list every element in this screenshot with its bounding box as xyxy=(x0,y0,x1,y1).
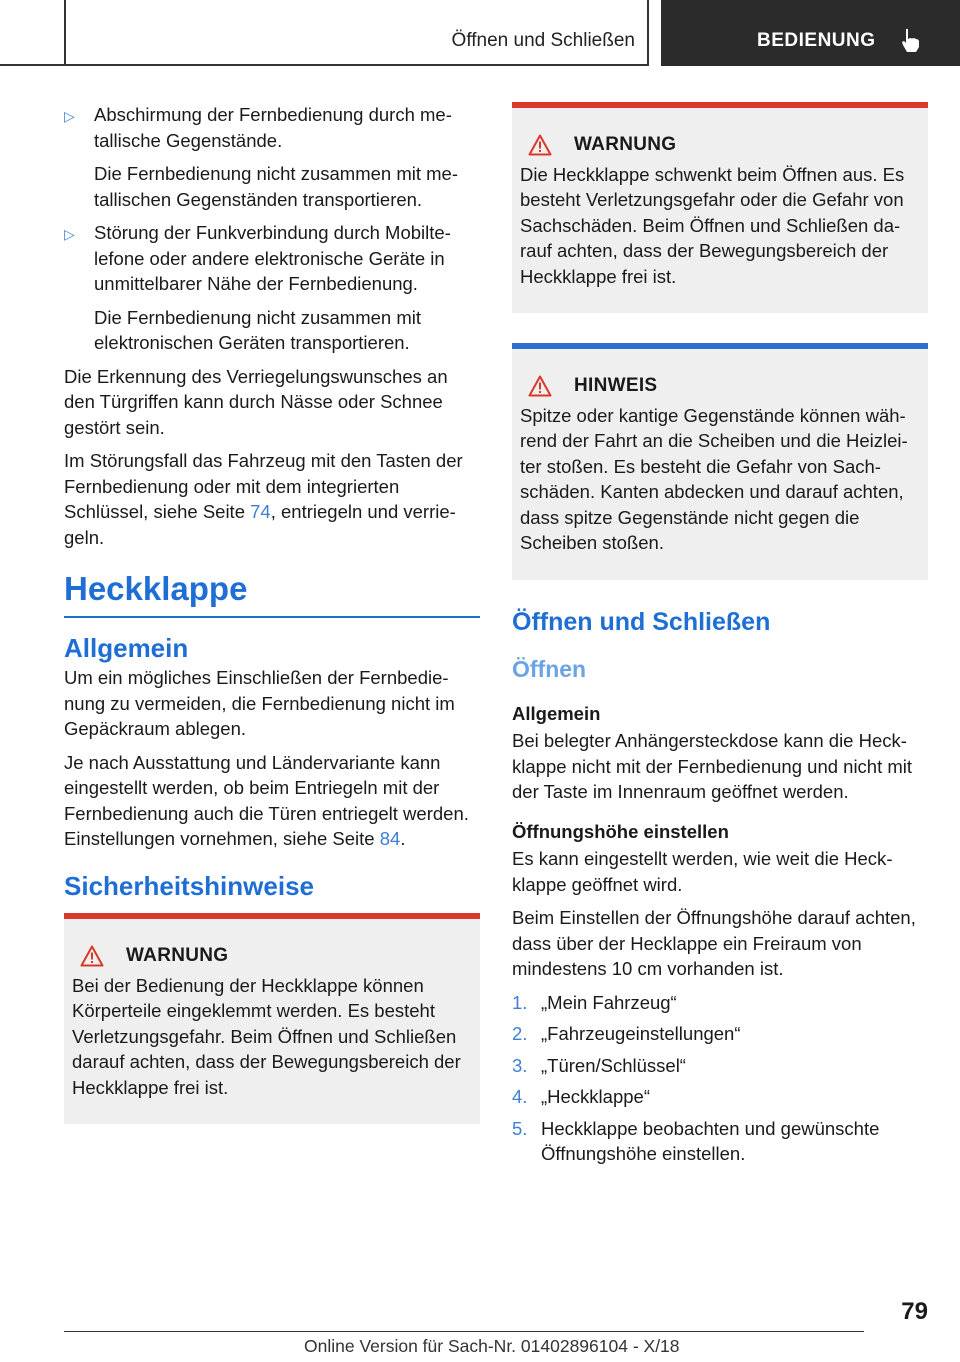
header-chapter-tab xyxy=(661,0,960,66)
paragraph-hoehe-2: Beim Einstellen der Öffnungshöhe darauf achten, dass über der Hecklappe ein Freiraum von mindestens 10 cm vorhanden ist. xyxy=(512,907,916,979)
step-text: „Fahrzeugeinstellungen“ xyxy=(541,1023,741,1044)
paragraph-fault-text-b: , entriegeln und verriegeln. xyxy=(64,501,456,548)
right-column xyxy=(512,102,928,1173)
warning-label: WARNUNG xyxy=(126,945,229,966)
bullet-subtext: Die Fernbedienung nicht zusammen mit elektronischen Geräten transportieren. xyxy=(94,306,421,353)
paragraph-trailer-socket: Bei belegter Anhängersteckdose kann die Heckklappe nicht mit der Fernbedienung und nicht mit der Taste im Innenraum geöffnet werden. xyxy=(512,730,913,802)
steps-list xyxy=(512,990,928,1167)
subheading-allgemein: Allgemein xyxy=(512,702,601,724)
page-link-84[interactable]: 84 xyxy=(379,828,401,849)
page-header xyxy=(0,0,960,66)
page-link-74[interactable]: 74 xyxy=(250,501,271,522)
left-column xyxy=(64,102,480,1124)
cause-list xyxy=(64,102,480,356)
warning-box-title xyxy=(72,943,472,969)
step-number: 1. xyxy=(512,991,528,1013)
hint-text: Spitze oder kantige Gegenstände können während der Fahrt an die Scheiben und die Heizleiter stoßen. Es besteht die Gefahr von Sachschäden. Kanten abdecken und darauf achten, dass spitze Gegenstände nicht gegen die Scheiben stoßen. xyxy=(520,404,908,553)
warning-label: WARNUNG xyxy=(574,134,677,155)
header-left-cell xyxy=(0,0,66,66)
hint-label: HINWEIS xyxy=(574,375,658,396)
hint-box-title xyxy=(520,373,920,399)
step-text: „Türen/Schlüssel“ xyxy=(541,1054,686,1076)
paragraph-fault-text-a: Im Störungsfall das Fahrzeug mit den Tasten der Fernbedienung oder mit dem integrierten Schlüssel, siehe Seite xyxy=(64,450,463,522)
paragraph-allgemein-2-text-b: . xyxy=(400,828,406,849)
warning-triangle-icon xyxy=(80,945,104,967)
bullet-subtext: Die Fernbedienung nicht zusammen mit metallischen Gegenständen transportieren. xyxy=(94,163,459,210)
step-text: „Heckklappe“ xyxy=(541,1086,650,1107)
paragraph-fault xyxy=(64,448,480,550)
header-chapter-label: BEDIENUNG xyxy=(757,30,876,51)
header-section-cell xyxy=(66,0,649,66)
warning-triangle-icon xyxy=(528,134,552,156)
heading-oeffnen: Öffnen xyxy=(512,656,587,682)
heading-heckklappe: Heckklappe xyxy=(64,576,480,618)
paragraph-allgemein-2-text-a: Je nach Ausstattung und Ländervariante kann eingestellt werden, ob beim Entriegeln mit der Fernbedienung auch die Türen entriegelt werden. Einstellungen vornehmen, siehe Seite xyxy=(64,751,469,849)
paragraph-detection: Die Erkennung des Verriegelungswunsches an den Türgriffen kann durch Nässe oder Schnee gestört sein. xyxy=(64,365,448,438)
warning-box-pinch xyxy=(64,913,480,1124)
header-section-title: Öffnen und Schließen xyxy=(451,30,635,51)
bullet-text: Abschirmung der Fernbedienung durch metallische Gegenstände. xyxy=(94,104,452,151)
paragraph-allgemein-2 xyxy=(64,750,480,852)
bullet-text: Störung der Funkverbindung durch Mobiltelefone oder andere elektronische Geräte in unmittelbarer Nähe der Fernbedienung. xyxy=(94,222,451,294)
subheading-oeffnungshoehe: Öffnungshöhe einstellen xyxy=(512,820,729,842)
paragraph-hoehe-1: Es kann eingestellt werden, wie weit die Heckklappe geöffnet wird. xyxy=(512,848,893,895)
warning-box-swing xyxy=(512,102,928,313)
heading-oeffnen-schliessen: Öffnen und Schließen xyxy=(512,607,771,636)
list-item xyxy=(64,102,480,212)
page-number: 79 xyxy=(901,1298,928,1325)
step-number: 3. xyxy=(512,1054,528,1076)
heading-sicherheitshinweise: Sicherheitshinweise xyxy=(64,870,314,901)
step-number: 5. xyxy=(512,1117,528,1139)
heading-allgemein: Allgemein xyxy=(64,632,189,663)
step-number: 2. xyxy=(512,1023,528,1044)
hint-box xyxy=(512,343,928,580)
paragraph-allgemein-1: Um ein mögliches Einschließen der Fernbedienung zu vermeiden, die Fernbedienung nicht im Gepäckraum ablegen. xyxy=(64,667,455,739)
step-text: Heckklappe beobachten und gewünschte Öffnungshöhe einstellen. xyxy=(541,1117,880,1164)
warning-triangle-icon xyxy=(528,375,552,397)
step-number: 4. xyxy=(512,1086,528,1107)
warning-box-title xyxy=(520,132,920,158)
step-item xyxy=(512,1053,928,1079)
list-item xyxy=(64,220,480,356)
step-item xyxy=(512,1021,928,1047)
triangle-bullet-icon: ▷ xyxy=(64,226,75,242)
step-item xyxy=(512,990,928,1016)
warning-text: Die Heckklappe schwenkt beim Öffnen aus. Es besteht Verletzungsgefahr oder die Gefahr von Sachschäden. Beim Öffnen und Schließen darauf achten, dass der Bewegungsbereich der Heckklappe frei ist. xyxy=(520,163,905,287)
warning-text: Bei der Bedienung der Heckklappe können Körperteile eingeklemmt werden. Es besteht Verletzungsgefahr. Beim Öffnen und Schließen darauf achten, dass der Bewegungsbereich der Heckklappe frei ist. xyxy=(72,974,461,1098)
footer-divider xyxy=(64,1331,864,1332)
step-item xyxy=(512,1084,928,1110)
triangle-bullet-icon: ▷ xyxy=(64,108,75,124)
pointing-hand-icon xyxy=(897,26,925,54)
step-item xyxy=(512,1116,928,1167)
footer-online-version: Online Version für Sach-Nr. 01402896104 - X/18 xyxy=(304,1336,680,1356)
step-text: „Mein Fahrzeug“ xyxy=(541,991,677,1013)
